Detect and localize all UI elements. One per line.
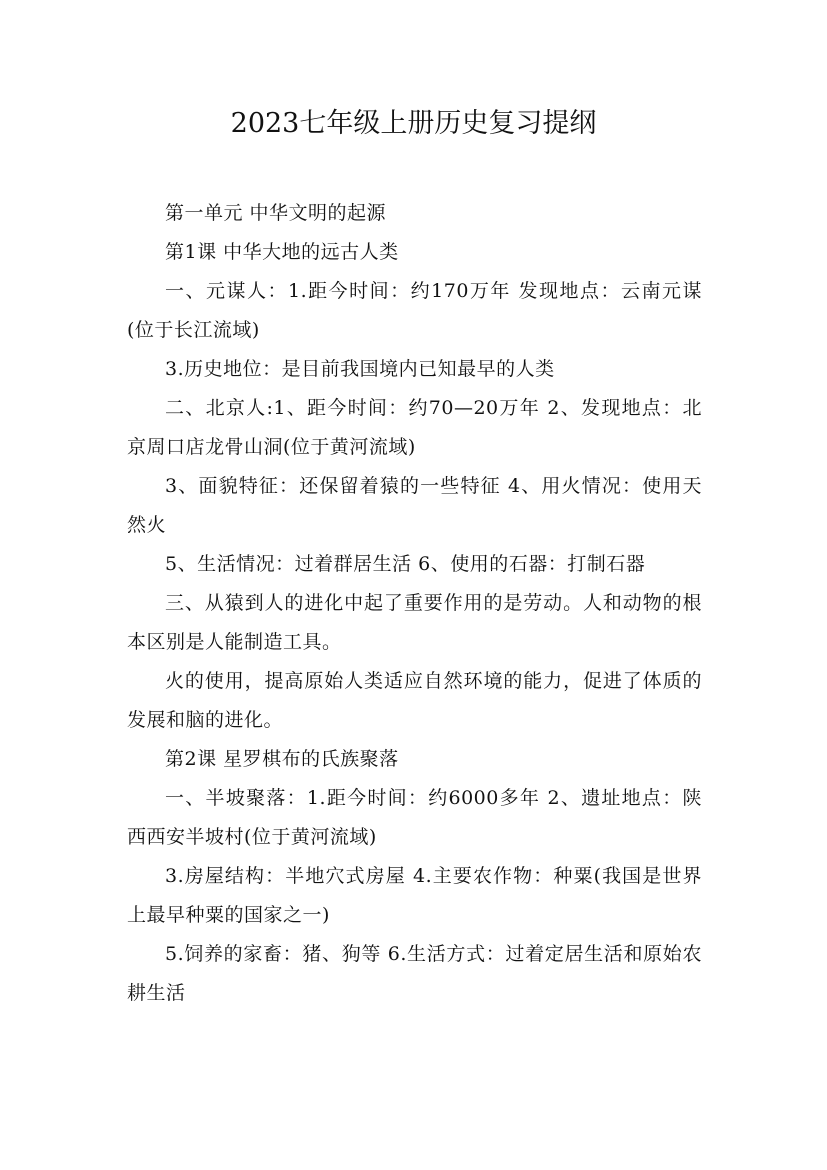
paragraph-lesson-2-heading: 第2课 星罗棋布的氏族聚落 [165,748,399,770]
paragraph-labor-evolution: 三、从猿到人的进化中起了重要作用的是劳动。人和动物的根本区别是人能制造工具。 [127,592,702,653]
paragraph-lesson-1-heading: 第1课 中华大地的远古人类 [165,241,399,263]
paragraph-fire-use: 火的使用，提高原始人类适应自然环境的能力，促进了体质的发展和脑的进化。 [127,670,702,731]
document-title: 2023七年级上册历史复习提纲 [230,108,597,139]
document-body [127,194,702,1013]
paragraph-yuanmou-man: 一、元谋人：1.距今时间：约170万年 发现地点：云南元谋(位于长江流域) [127,280,702,341]
paragraph-livestock-lifestyle: 5.饲养的家畜：猪、狗等 6.生活方式：过着定居生活和原始农耕生活 [127,943,702,1004]
paragraph-appearance-fire: 3、面貌特征：还保留着猿的一些特征 4、用火情况：使用天然火 [127,475,702,536]
paragraph-banpo-settlement: 一、半坡聚落：1.距今时间：约6000多年 2、遗址地点：陕西西安半坡村(位于黄河流域) [127,787,702,848]
paragraph-peking-man: 二、北京人:1、距今时间：约70—20万年 2、发现地点：北京周口店龙骨山洞(位于黄河流域) [127,397,702,458]
paragraph-life-tools: 5、生活情况：过着群居生活 6、使用的石器：打制石器 [165,553,646,575]
paragraph-housing-crops: 3.房屋结构：半地穴式房屋 4.主要农作物：种粟(我国是世界上最早种粟的国家之一) [127,865,702,926]
paragraph-historical-status: 3.历史地位：是目前我国境内已知最早的人类 [165,358,555,380]
paragraph-unit-heading: 第一单元 中华文明的起源 [165,202,387,224]
